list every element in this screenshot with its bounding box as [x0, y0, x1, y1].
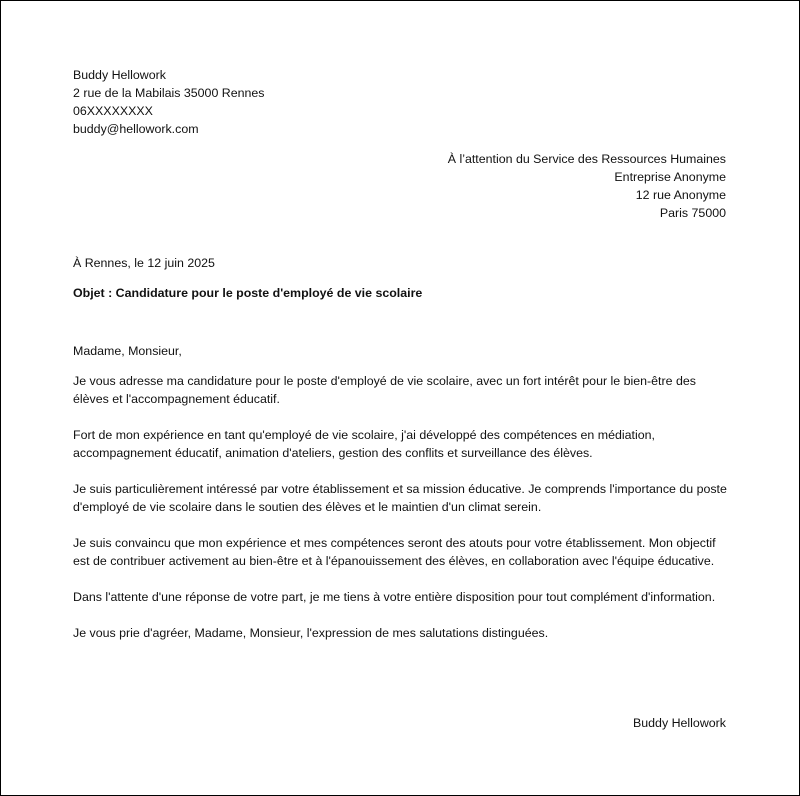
letter-body	[73, 342, 733, 660]
letter-greeting: Madame, Monsieur,	[73, 344, 182, 358]
recipient-company: Entreprise Anonyme	[614, 170, 726, 184]
body-paragraph: Fort de mon expérience en tant qu'employé de vie scolaire, j'ai développé des compétences en médiation, accompagnement éducatif, animation d'ateliers, gestion des conflits et surveillance des élèves.	[73, 428, 655, 460]
recipient-attention: À l’attention du Service des Ressources Humaines	[447, 152, 726, 166]
sender-name: Buddy Hellowork	[73, 68, 166, 82]
letter-date: À Rennes, le 12 juin 2025	[73, 256, 215, 270]
letter-signature: Buddy Hellowork	[633, 716, 726, 730]
sender-phone: 06XXXXXXXX	[73, 104, 153, 118]
body-paragraph: Je suis convaincu que mon expérience et mes compétences seront des atouts pour votre établissement. Mon objectif est de contribuer activement au bien-être et à l'épanouissement des élèves, en collaboration avec l'équipe éducative.	[73, 536, 716, 568]
letter-subject: Objet : Candidature pour le poste d'employé de vie scolaire	[73, 286, 423, 300]
sender-address: 2 rue de la Mabilais 35000 Rennes	[73, 86, 265, 100]
closing-paragraph: Je vous prie d'agréer, Madame, Monsieur, l'expression de mes salutations distinguées.	[73, 626, 549, 640]
sender-block	[73, 66, 265, 138]
body-paragraph: Je vous adresse ma candidature pour le poste d'employé de vie scolaire, avec un fort intérêt pour le bien-être des élèves et l'accompagnement éducatif.	[73, 374, 696, 406]
sender-email: buddy@hellowork.com	[73, 122, 199, 136]
recipient-street: 12 rue Anonyme	[635, 188, 726, 202]
recipient-city: Paris 75000	[659, 206, 726, 220]
body-paragraph: Je suis particulièrement intéressé par votre établissement et sa mission éducative. Je comprends l'importance du poste d'employé de vie scolaire dans le soutien des élèves et le maintien d'un climat serein.	[73, 482, 727, 514]
recipient-block	[448, 150, 726, 222]
body-paragraph: Dans l'attente d'une réponse de votre part, je me tiens à votre entière disposition pour tout complément d'information.	[73, 590, 716, 604]
